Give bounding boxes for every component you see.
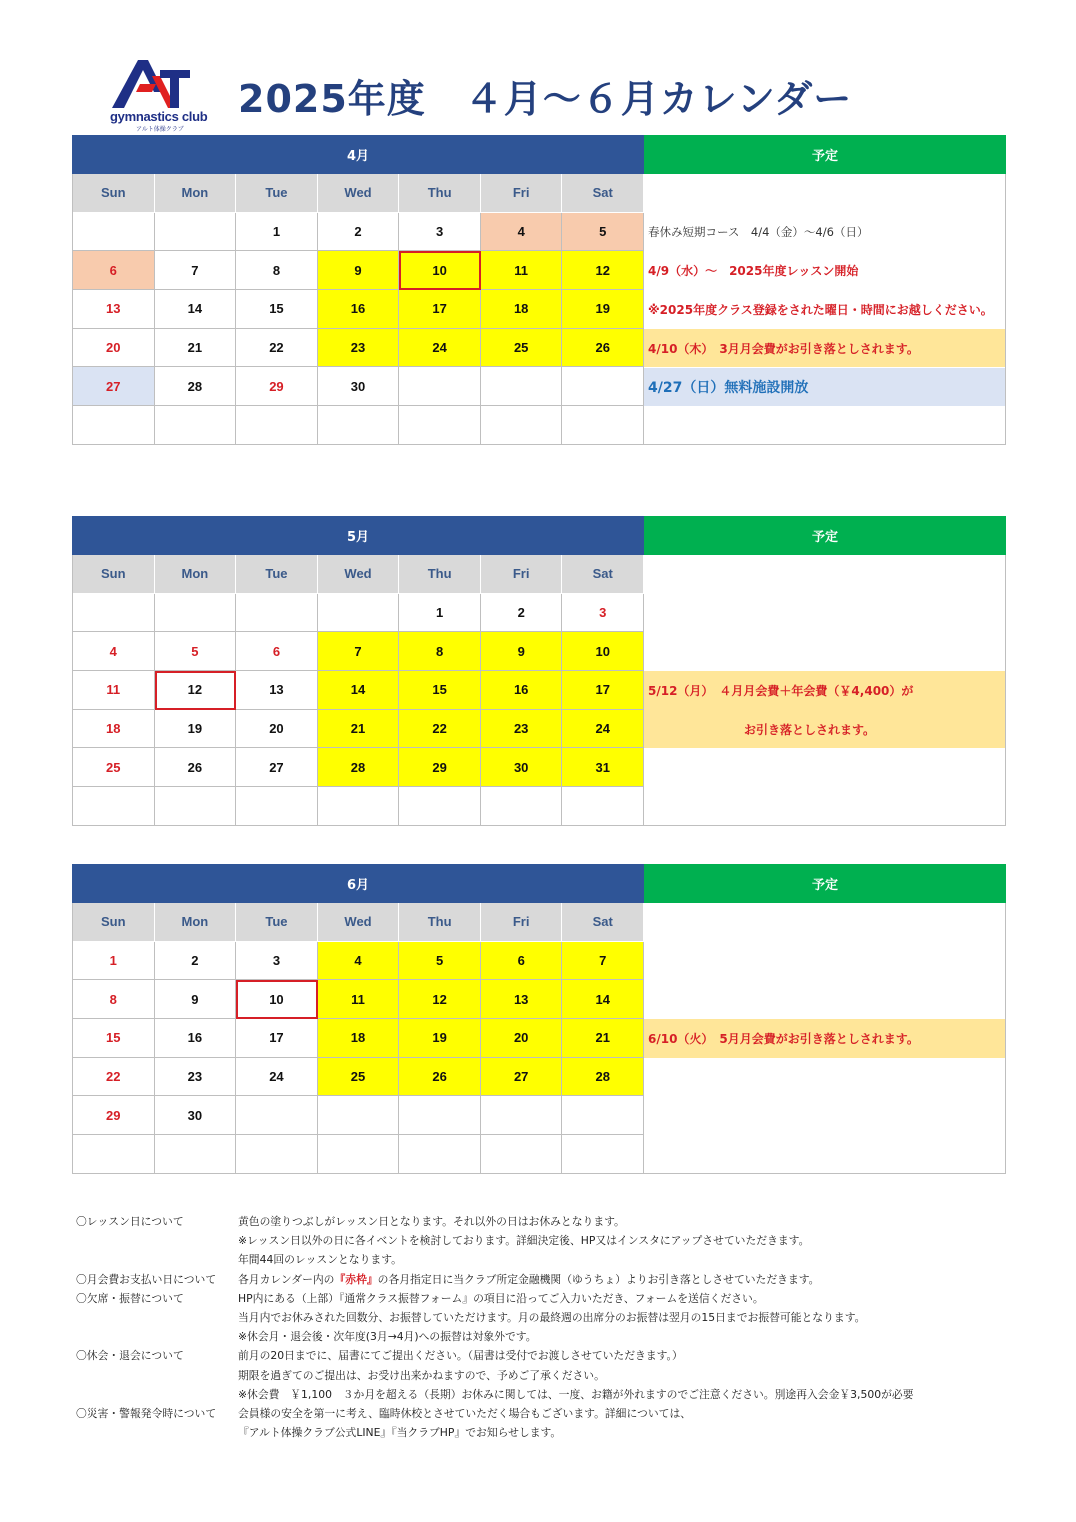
date-cell-11: 11 (73, 671, 155, 710)
date-cell-24: 24 (236, 1058, 318, 1097)
week-row (73, 1019, 644, 1058)
plan-note: 6/10（火） 5月月会費がお引き落としされます。 (644, 1019, 1005, 1058)
empty-cell (155, 1135, 237, 1174)
date-cell-4: 4 (318, 942, 400, 981)
date-cell-29: 29 (399, 748, 481, 787)
empty-cell (155, 787, 237, 826)
weekday-thu: Thu (399, 903, 481, 942)
date-cell-24: 24 (562, 710, 644, 749)
weekday-sun: Sun (73, 903, 155, 942)
calendar-may (72, 516, 1006, 826)
date-cell-20: 20 (481, 1019, 563, 1058)
date-cell-9: 9 (481, 632, 563, 671)
date-cell-5: 5 (562, 213, 644, 252)
date-cell-19: 19 (399, 1019, 481, 1058)
date-cell-27: 27 (236, 748, 318, 787)
week-row (73, 213, 644, 252)
date-cell-18: 18 (318, 1019, 400, 1058)
empty-cell (481, 1135, 563, 1174)
date-cell-14: 14 (562, 980, 644, 1019)
footnote-line (76, 1366, 996, 1385)
date-cell-8: 8 (236, 251, 318, 290)
footnote-line (76, 1270, 996, 1289)
date-cell-26: 26 (399, 1058, 481, 1097)
empty-cell (73, 787, 155, 826)
empty-cell (73, 1135, 155, 1174)
month-label: 5月 (72, 516, 644, 555)
empty-cell (399, 367, 481, 406)
month-label: 6月 (72, 864, 644, 903)
date-cell-20: 20 (73, 329, 155, 368)
calendar-header (72, 135, 1006, 174)
date-cell-21: 21 (155, 329, 237, 368)
date-cell-27: 27 (481, 1058, 563, 1097)
calendar-header (72, 516, 1006, 555)
date-cell-6: 6 (73, 251, 155, 290)
date-cell-13: 13 (236, 671, 318, 710)
date-cell-23: 23 (481, 710, 563, 749)
week-row (73, 632, 644, 671)
empty-cell (399, 787, 481, 826)
weekday-sat: Sat (562, 555, 644, 594)
footnote-line (76, 1423, 996, 1442)
empty-cell (318, 787, 400, 826)
date-cell-15: 15 (399, 671, 481, 710)
footnote-line (76, 1346, 996, 1365)
date-cell-28: 28 (318, 748, 400, 787)
date-cell-2: 2 (318, 213, 400, 252)
date-cell-21: 21 (318, 710, 400, 749)
date-cell-16: 16 (481, 671, 563, 710)
footnote-text: 期限を過ぎてのご提出は、お受け出来かねますので、予めご了承ください。 (238, 1368, 605, 1382)
weekday-row (73, 174, 644, 213)
footnote-text: 黄色の塗りつぶしがレッスン日となります。それ以外の日はお休みとなります。 (238, 1215, 625, 1229)
weekday-row (73, 903, 644, 942)
date-cell-16: 16 (155, 1019, 237, 1058)
date-cell-6: 6 (481, 942, 563, 981)
empty-cell (481, 367, 563, 406)
date-cell-1: 1 (236, 213, 318, 252)
club-logo (108, 58, 208, 133)
plan-column (644, 903, 1006, 1174)
date-cell-2: 2 (155, 942, 237, 981)
date-cell-29: 29 (236, 367, 318, 406)
footnote-text: HP内にある（上部）『通常クラス振替フォーム』の項目に沿ってご入力いただき、フォームを送信ください。 (238, 1291, 764, 1305)
date-cell-14: 14 (318, 671, 400, 710)
date-cell-25: 25 (73, 748, 155, 787)
empty-cell (73, 594, 155, 633)
footnote-text-emphasis: 『赤枠』 (334, 1272, 378, 1286)
empty-cell (562, 406, 644, 445)
empty-cell (318, 406, 400, 445)
week-row (73, 1096, 644, 1135)
empty-cell (562, 787, 644, 826)
weekday-sat: Sat (562, 903, 644, 942)
footnotes (76, 1212, 996, 1442)
date-cell-18: 18 (481, 290, 563, 329)
calendar-body (72, 555, 1006, 826)
date-cell-10: 10 (236, 980, 318, 1019)
date-cell-29: 29 (73, 1096, 155, 1135)
calendar-june (72, 864, 1006, 1174)
footnote-text: 年間44回のレッスンとなります。 (238, 1253, 402, 1267)
footnote-label: 〇月会費お支払い日について (76, 1272, 217, 1286)
footnote-text: ※休会費 ￥1,100 ３か月を超える（長期）お休みに関しては、一度、お籍が外れますのでご注意ください。別途再入会金￥3,500が必要 (238, 1387, 914, 1401)
weekday-wed: Wed (318, 174, 400, 213)
date-cell-28: 28 (562, 1058, 644, 1097)
week-row (73, 251, 644, 290)
date-cell-31: 31 (562, 748, 644, 787)
calendar-body (72, 903, 1006, 1174)
empty-cell (399, 406, 481, 445)
empty-cell (562, 1096, 644, 1135)
week-row (73, 710, 644, 749)
weekday-wed: Wed (318, 555, 400, 594)
date-cell-2: 2 (481, 594, 563, 633)
footnote-label: 〇災害・警報発令時について (76, 1406, 217, 1420)
weekday-fri: Fri (481, 174, 563, 213)
date-cell-3: 3 (399, 213, 481, 252)
date-grid (72, 903, 644, 1174)
weekday-mon: Mon (155, 174, 237, 213)
empty-cell (236, 406, 318, 445)
date-cell-30: 30 (155, 1096, 237, 1135)
date-cell-5: 5 (155, 632, 237, 671)
weekday-sat: Sat (562, 174, 644, 213)
date-cell-7: 7 (562, 942, 644, 981)
footnote-label: 〇休会・退会について (76, 1349, 184, 1363)
date-cell-17: 17 (236, 1019, 318, 1058)
date-cell-3: 3 (236, 942, 318, 981)
week-row (73, 406, 644, 445)
date-cell-11: 11 (318, 980, 400, 1019)
empty-cell (236, 787, 318, 826)
empty-cell (481, 406, 563, 445)
plan-column (644, 174, 1006, 445)
date-cell-17: 17 (399, 290, 481, 329)
footnote-label: 〇レッスン日について (76, 1215, 184, 1229)
footnote-label: 〇欠席・振替について (76, 1291, 184, 1305)
plan-note: お引き落としされます。 (644, 710, 1005, 749)
week-row (73, 1135, 644, 1174)
date-cell-10: 10 (562, 632, 644, 671)
date-cell-12: 12 (562, 251, 644, 290)
plan-column (644, 555, 1006, 826)
date-cell-20: 20 (236, 710, 318, 749)
empty-cell (562, 1135, 644, 1174)
footnote-text-pre: 各月カレンダー内の (238, 1272, 335, 1286)
footnote-line (76, 1385, 996, 1404)
date-cell-6: 6 (236, 632, 318, 671)
plan-label: 予定 (644, 135, 1006, 174)
weekday-thu: Thu (399, 174, 481, 213)
date-cell-8: 8 (73, 980, 155, 1019)
date-cell-8: 8 (399, 632, 481, 671)
date-cell-22: 22 (399, 710, 481, 749)
alt-logo-mark (108, 58, 200, 110)
date-grid (72, 174, 644, 445)
date-cell-25: 25 (481, 329, 563, 368)
weekday-fri: Fri (481, 903, 563, 942)
date-cell-16: 16 (318, 290, 400, 329)
footnote-text: ※休会月・退会後・次年度(3月→4月)への振替は対象外です。 (238, 1330, 537, 1344)
weekday-tue: Tue (236, 174, 318, 213)
footnote-text-post: の各月指定日に当クラブ所定金融機関（ゆうちょ）よりお引き落としさせていただきます。 (377, 1272, 820, 1286)
weekday-tue: Tue (236, 555, 318, 594)
empty-cell (155, 594, 237, 633)
date-cell-17: 17 (562, 671, 644, 710)
weekday-tue: Tue (236, 903, 318, 942)
weekday-thu: Thu (399, 555, 481, 594)
date-cell-22: 22 (73, 1058, 155, 1097)
date-cell-19: 19 (155, 710, 237, 749)
empty-cell (399, 1096, 481, 1135)
plan-note: 5/12（月） ４月月会費＋年会費（￥4,400）が (644, 671, 1005, 710)
plan-label: 予定 (644, 864, 1006, 903)
calendar-april (72, 135, 1006, 445)
date-cell-3: 3 (562, 594, 644, 633)
weekday-sun: Sun (73, 555, 155, 594)
date-cell-23: 23 (155, 1058, 237, 1097)
plan-note: 春休み短期コース 4/4（金）～4/6（日） (648, 225, 869, 240)
date-cell-24: 24 (399, 329, 481, 368)
week-row (73, 980, 644, 1019)
logo-subtext: アルト体操クラブ (136, 126, 184, 133)
week-row (73, 367, 644, 406)
date-cell-7: 7 (318, 632, 400, 671)
month-label: 4月 (72, 135, 644, 174)
weekday-mon: Mon (155, 903, 237, 942)
footnote-line (76, 1327, 996, 1346)
footnote-text: ※レッスン日以外の日に各イベントを検討しております。詳細決定後、HP又はインスタにアップさせていただきます。 (238, 1234, 810, 1248)
plan-label: 予定 (644, 516, 1006, 555)
date-cell-21: 21 (562, 1019, 644, 1058)
date-cell-4: 4 (481, 213, 563, 252)
calendar-body (72, 174, 1006, 445)
week-row (73, 594, 644, 633)
week-row (73, 748, 644, 787)
plan-note: 4/9（水）～ 2025年度レッスン開始 (648, 264, 859, 279)
date-cell-13: 13 (481, 980, 563, 1019)
empty-cell (236, 1135, 318, 1174)
date-cell-27: 27 (73, 367, 155, 406)
date-cell-5: 5 (399, 942, 481, 981)
footnote-text: 前月の20日までに、届書にてご提出ください。（届書は受付でお渡しさせていただきます。） (238, 1349, 683, 1363)
week-row (73, 787, 644, 826)
date-cell-13: 13 (73, 290, 155, 329)
plan-note: 4/10（木） 3月月会費がお引き落としされます。 (644, 329, 1005, 368)
date-cell-12: 12 (399, 980, 481, 1019)
week-row (73, 671, 644, 710)
logo-text: gymnastics club (110, 109, 208, 124)
date-cell-1: 1 (399, 594, 481, 633)
footnote-text: 当月内でお休みされた回数分、お振替していただけます。月の最終週の出席分のお振替は翌月の15日までお振替可能となります。 (238, 1311, 866, 1325)
footnote-line (76, 1308, 996, 1327)
page-title: 2025年度 ４月～６月カレンダー (238, 77, 853, 121)
date-cell-23: 23 (318, 329, 400, 368)
empty-cell (481, 1096, 563, 1135)
empty-cell (73, 406, 155, 445)
empty-cell (155, 213, 237, 252)
empty-cell (318, 1096, 400, 1135)
empty-cell (236, 1096, 318, 1135)
date-cell-25: 25 (318, 1058, 400, 1097)
week-row (73, 942, 644, 981)
date-cell-22: 22 (236, 329, 318, 368)
date-cell-7: 7 (155, 251, 237, 290)
empty-cell (155, 406, 237, 445)
week-row (73, 290, 644, 329)
calendar-header (72, 864, 1006, 903)
footnote-line (76, 1231, 996, 1250)
empty-cell (562, 367, 644, 406)
date-cell-18: 18 (73, 710, 155, 749)
date-cell-30: 30 (481, 748, 563, 787)
week-row (73, 329, 644, 368)
date-cell-9: 9 (318, 251, 400, 290)
date-cell-1: 1 (73, 942, 155, 981)
footnote-text: 会員様の安全を第一に考え、臨時休校とさせていただく場合もございます。詳細については、 (238, 1406, 692, 1420)
footnote-line (76, 1212, 996, 1231)
date-cell-9: 9 (155, 980, 237, 1019)
footnote-line (76, 1404, 996, 1423)
date-cell-19: 19 (562, 290, 644, 329)
date-cell-12: 12 (155, 671, 237, 710)
weekday-sun: Sun (73, 174, 155, 213)
weekday-mon: Mon (155, 555, 237, 594)
footnote-line (76, 1250, 996, 1269)
weekday-wed: Wed (318, 903, 400, 942)
date-cell-28: 28 (155, 367, 237, 406)
date-cell-15: 15 (73, 1019, 155, 1058)
date-cell-10: 10 (399, 251, 481, 290)
empty-cell (481, 787, 563, 826)
empty-cell (73, 213, 155, 252)
footnote-line (76, 1289, 996, 1308)
date-cell-4: 4 (73, 632, 155, 671)
empty-cell (236, 594, 318, 633)
date-cell-30: 30 (318, 367, 400, 406)
date-grid (72, 555, 644, 826)
plan-note: ※2025年度クラス登録をされた曜日・時間にお越しください。 (648, 302, 993, 317)
footnote-text (238, 1272, 996, 1287)
date-cell-26: 26 (155, 748, 237, 787)
weekday-row (73, 555, 644, 594)
empty-cell (399, 1135, 481, 1174)
date-cell-15: 15 (236, 290, 318, 329)
date-cell-14: 14 (155, 290, 237, 329)
date-cell-26: 26 (562, 329, 644, 368)
week-row (73, 1058, 644, 1097)
date-cell-11: 11 (481, 251, 563, 290)
plan-note: 4/27（日）無料施設開放 (644, 368, 1005, 407)
empty-cell (318, 1135, 400, 1174)
footnote-text: 『アルト体操クラブ公式LINE』『当クラブHP』でお知らせします。 (238, 1426, 562, 1440)
empty-cell (318, 594, 400, 633)
weekday-fri: Fri (481, 555, 563, 594)
